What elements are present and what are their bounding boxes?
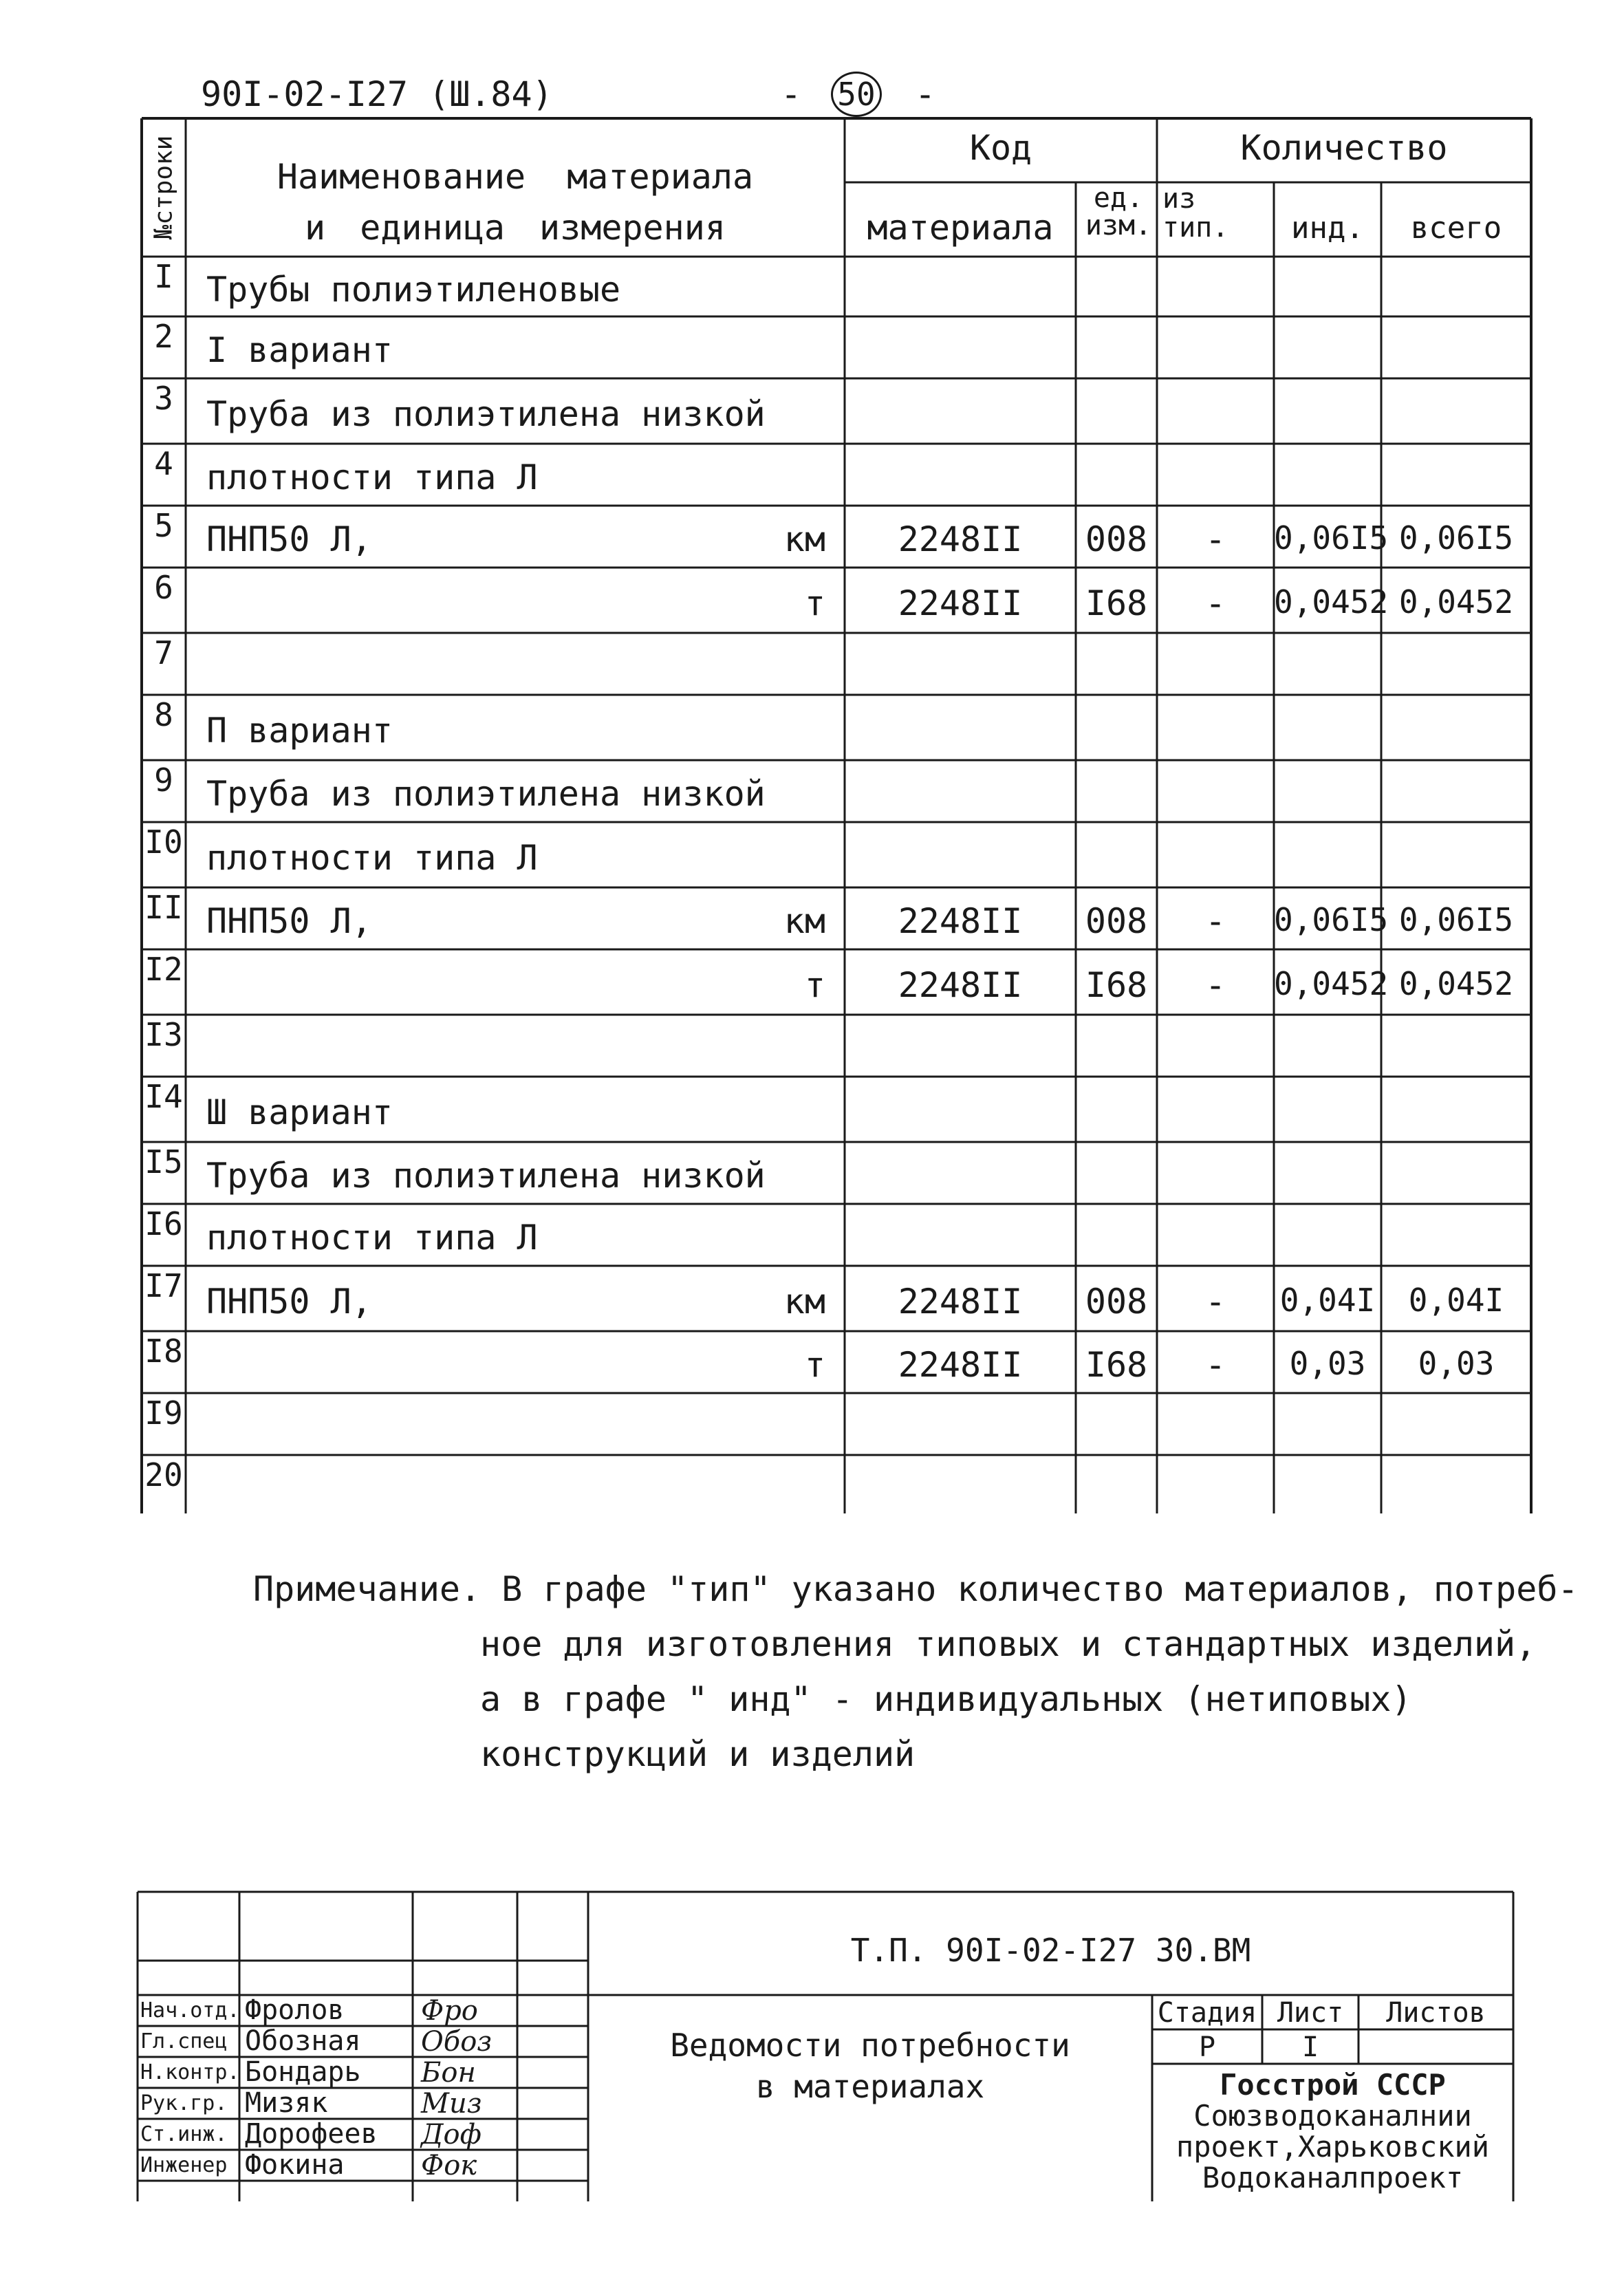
- header-qty-ind: инд.: [1291, 211, 1364, 246]
- person-name: Фокина: [245, 2149, 345, 2181]
- signature: Доф: [421, 2119, 481, 2150]
- row-number: 2: [154, 318, 173, 355]
- material-code: 2248II: [898, 1282, 1023, 1322]
- material-name: Труба из полиэтилена низкой: [206, 394, 766, 434]
- qty-typ: -: [1204, 519, 1226, 559]
- signature: Фро: [421, 1995, 478, 2027]
- person-name: Дорофеев: [245, 2118, 378, 2150]
- material-name: плотности типа Л: [206, 457, 538, 497]
- unit-code: 008: [1085, 519, 1148, 559]
- note-line3: а в графе " инд" - индивидуальных (нетиповых): [480, 1679, 1412, 1719]
- qty-total: 0,04I: [1408, 1282, 1504, 1319]
- qty-typ: -: [1204, 965, 1226, 1005]
- material-name: I вариант: [206, 330, 393, 370]
- qty-typ: -: [1204, 1345, 1226, 1385]
- material-name: Труба из полиэтилена низкой: [206, 774, 766, 814]
- role-label: Гл.спец: [140, 2029, 228, 2053]
- qty-typ: -: [1204, 583, 1226, 623]
- material-name: Труба из полиэтилена низкой: [206, 1156, 766, 1196]
- header-code: Код: [969, 128, 1032, 168]
- doc-title-line1: Ведомости потребности: [670, 2027, 1070, 2064]
- org-line1: Госстрой СССР: [1220, 2068, 1446, 2102]
- unit-code: I68: [1085, 965, 1148, 1005]
- row-number: 4: [154, 445, 173, 482]
- signature: Обоз: [421, 2026, 492, 2058]
- material-code: 2248II: [898, 583, 1023, 623]
- document-code: 90I-02-I27 (Ш.84): [201, 74, 553, 114]
- material-name: Трубы полиэтиленовые: [206, 270, 621, 310]
- row-number: I: [154, 258, 173, 295]
- row-number: I3: [144, 1016, 183, 1053]
- row-number: I9: [144, 1394, 183, 1432]
- unit-label: км: [783, 901, 825, 941]
- row-number: I6: [144, 1205, 183, 1242]
- qty-ind: 0,0452: [1274, 965, 1389, 1002]
- material-name: ПНП50 Л,: [206, 901, 372, 941]
- note-line4: конструкций и изделий: [480, 1734, 916, 1774]
- row-number: I7: [144, 1267, 183, 1304]
- note-line1: В графе "тип" указано количество материалов, потреб-: [501, 1569, 1579, 1609]
- row-number: I4: [144, 1078, 183, 1115]
- row-number: I2: [144, 951, 183, 988]
- material-name: ПНП50 Л,: [206, 519, 372, 559]
- sheets-label: Листов: [1386, 1997, 1486, 2029]
- role-label: Ст.инж.: [140, 2122, 228, 2146]
- page-number-dash-left: -: [781, 74, 802, 114]
- note-label: Примечание.: [253, 1569, 481, 1609]
- material-name: плотности типа Л: [206, 838, 538, 878]
- page-number: 50: [831, 72, 882, 117]
- unit-code: 008: [1085, 901, 1148, 941]
- qty-total: 0,06I5: [1398, 901, 1514, 938]
- person-name: Фролов: [245, 1994, 345, 2026]
- qty-ind: 0,0452: [1274, 583, 1389, 621]
- unit-label: км: [783, 519, 825, 559]
- row-number: 8: [154, 696, 173, 733]
- role-label: Рук.гр.: [140, 2091, 228, 2115]
- material-code: 2248II: [898, 1345, 1023, 1385]
- unit-label: т: [804, 965, 825, 1005]
- role-label: Н.контр.: [140, 2060, 240, 2084]
- material-code: 2248II: [898, 901, 1023, 941]
- page-number-dash-right: -: [915, 74, 936, 114]
- header-qty-total: всего: [1410, 211, 1502, 246]
- qty-ind: 0,06I5: [1274, 519, 1389, 557]
- header-name-line2: и единица измерения: [305, 208, 726, 248]
- qty-total: 0,0452: [1398, 965, 1514, 1002]
- unit-code: 008: [1085, 1282, 1148, 1322]
- person-name: Мизяк: [245, 2087, 328, 2119]
- org-line4: Водоканалпроект: [1202, 2161, 1464, 2195]
- signature: Фок: [421, 2150, 477, 2181]
- signature: Миз: [421, 2088, 482, 2120]
- signature: Бон: [421, 2057, 476, 2089]
- person-name: Обозная: [245, 2025, 361, 2057]
- unit-code: I68: [1085, 1345, 1148, 1385]
- row-number: 20: [144, 1456, 183, 1494]
- material-name: ПНП50 Л,: [206, 1282, 372, 1322]
- person-name: Бондарь: [245, 2056, 361, 2088]
- unit-label: т: [804, 583, 825, 623]
- role-label: Инженер: [140, 2153, 228, 2177]
- qty-typ: -: [1204, 1282, 1226, 1322]
- qty-total: 0,06I5: [1398, 519, 1514, 557]
- row-number: 3: [154, 380, 173, 417]
- row-number: 5: [154, 507, 173, 544]
- doc-designation: Т.П. 90I-02-I27 30.ВМ: [850, 1932, 1251, 1969]
- qty-ind: 0,04I: [1279, 1282, 1376, 1319]
- row-number: 9: [154, 762, 173, 799]
- unit-code: I68: [1085, 583, 1148, 623]
- qty-total: 0,03: [1418, 1345, 1495, 1382]
- header-quantity: Количество: [1240, 128, 1448, 168]
- material-name: плотности типа Л: [206, 1218, 538, 1258]
- unit-label: т: [804, 1345, 825, 1385]
- doc-title-line2: в материалах: [755, 2068, 985, 2105]
- row-number: I8: [144, 1333, 183, 1370]
- note-line2: ное для изготовления типовых и стандартных изделий,: [480, 1624, 1537, 1664]
- unit-label: км: [783, 1282, 825, 1322]
- org-line3: проект,Харьковский: [1176, 2130, 1490, 2164]
- qty-ind: 0,06I5: [1274, 901, 1389, 938]
- material-name: Ш вариант: [206, 1092, 393, 1132]
- row-number: 7: [154, 634, 173, 671]
- row-number: I5: [144, 1143, 183, 1180]
- material-name: П вариант: [206, 711, 393, 751]
- org-line2: Союзводоканалнии: [1193, 2099, 1472, 2133]
- note: [253, 1562, 1579, 1782]
- sheet-value: I: [1301, 2031, 1319, 2063]
- qty-typ: -: [1204, 901, 1226, 941]
- header-name-line1: Наименование материала: [277, 157, 754, 197]
- stage-label: Стадия: [1157, 1997, 1257, 2029]
- header-code-unit: ед. изм.: [1085, 182, 1152, 241]
- header-row-number: №строки: [149, 135, 178, 240]
- qty-total: 0,0452: [1398, 583, 1514, 621]
- header-qty-typ: из тип.: [1162, 183, 1229, 244]
- row-number: I0: [144, 823, 183, 861]
- role-label: Нач.отд.: [140, 1998, 240, 2023]
- material-code: 2248II: [898, 965, 1023, 1005]
- material-code: 2248II: [898, 519, 1023, 559]
- header-code-material: материала: [867, 208, 1054, 248]
- sheet-label: Лист: [1277, 1997, 1344, 2029]
- row-number: 6: [154, 569, 173, 606]
- qty-ind: 0,03: [1289, 1345, 1366, 1382]
- stage-value: Р: [1198, 2031, 1216, 2063]
- row-number: II: [144, 889, 183, 926]
